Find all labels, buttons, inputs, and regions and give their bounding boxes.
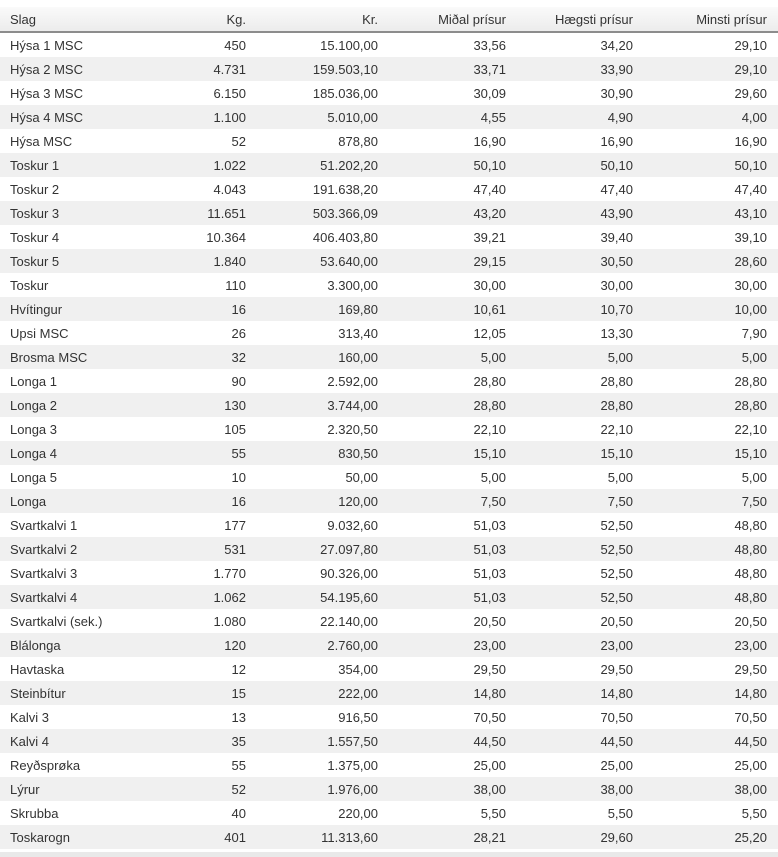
cell-midal-prisur: 25,00	[473, 757, 506, 773]
cell-midal-prisur: 33,71	[473, 61, 506, 77]
cell-slag: Svartkalvi 4	[10, 589, 78, 605]
cell-kr: 120,00	[338, 493, 378, 509]
cell-kg: 90	[231, 373, 246, 389]
cell-midal-prisur: 15,10	[473, 445, 506, 461]
table-row	[0, 441, 778, 465]
cell-haegsti-prisur: 13,30	[600, 325, 633, 341]
cell-kg: 1.840	[213, 253, 246, 269]
cell-minsti-prisur: 47,40	[734, 181, 767, 197]
cell-minsti-prisur: 16,90	[734, 133, 767, 149]
cell-slag: Toskur 1	[10, 157, 60, 173]
cell-midal-prisur: 7,50	[480, 493, 506, 509]
cell-slag: Kalvi 3	[10, 709, 50, 725]
cell-slag: Hýsa 2 MSC	[10, 61, 83, 77]
column-header-haegsti-prisur: Hægsti prísur	[517, 7, 644, 32]
cell-slag: Toskarogn	[10, 829, 70, 845]
cell-minsti-prisur: 5,00	[741, 349, 767, 365]
cell-midal-prisur: 10,61	[473, 301, 506, 317]
cell-kr: 878,80	[338, 133, 378, 149]
cell-kg: 10.364	[206, 229, 246, 245]
table-row	[0, 489, 778, 513]
cell-midal-prisur: 38,00	[473, 781, 506, 797]
cell-kg: 16	[231, 301, 246, 317]
cell-minsti-prisur: 29,10	[734, 37, 767, 53]
cell-slag: Longa	[10, 493, 47, 509]
cell-slag: Toskur 5	[10, 253, 60, 269]
cell-kr: 3.744,00	[327, 397, 378, 413]
cell-minsti-prisur: 29,10	[734, 61, 767, 77]
cell-slag: Hýsa MSC	[10, 133, 73, 149]
cell-kr: 2.320,50	[327, 421, 378, 437]
cell-slag: Svartkalvi 2	[10, 541, 78, 557]
cell-kg: 450	[224, 37, 246, 53]
cell-kr: 406.403,80	[312, 229, 378, 245]
cell-kg: 52	[231, 133, 246, 149]
cell-kr: 15.100,00	[320, 37, 378, 53]
table-row	[0, 225, 778, 249]
cell-kg: 55	[231, 757, 246, 773]
cell-minsti-prisur: 25,20	[734, 829, 767, 845]
cell-kg: 11.651	[207, 205, 246, 221]
cell-slag: Toskur 3	[10, 205, 60, 221]
cell-minsti-prisur: 43,10	[734, 205, 767, 221]
cell-slag: Longa 1	[10, 373, 57, 389]
cell-kg: 55	[231, 445, 246, 461]
cell-slag: Svartkalvi 1	[10, 517, 78, 533]
cell-slag: Hvítingur	[10, 301, 63, 317]
table-row	[0, 273, 778, 297]
cell-kr: 11.313,60	[321, 829, 378, 845]
table-row	[0, 105, 778, 129]
cell-minsti-prisur: 48,80	[734, 565, 767, 581]
cell-minsti-prisur: 48,80	[734, 541, 767, 557]
cell-slag: Toskur 4	[10, 229, 60, 245]
cell-slag: Hýsa 3 MSC	[10, 85, 83, 101]
cell-haegsti-prisur: 33,90	[600, 61, 633, 77]
cell-haegsti-prisur: 5,00	[607, 349, 633, 365]
cell-minsti-prisur: 10,00	[734, 301, 767, 317]
cell-kr: 22.140,00	[320, 613, 378, 629]
cell-midal-prisur: 43,20	[473, 205, 506, 221]
cell-minsti-prisur: 48,80	[734, 517, 767, 533]
cell-slag: Skrubba	[10, 805, 59, 821]
cell-minsti-prisur: 5,00	[741, 469, 767, 485]
cell-kg: 1.100	[213, 109, 246, 125]
cell-midal-prisur: 51,03	[473, 565, 506, 581]
cell-slag: Longa 4	[10, 445, 57, 461]
cell-kg: 52	[231, 781, 246, 797]
cell-haegsti-prisur: 29,50	[600, 661, 633, 677]
cell-kr: 50,00	[345, 469, 378, 485]
table-row	[0, 57, 778, 81]
table-row	[0, 609, 778, 633]
cell-haegsti-prisur: 34,20	[600, 37, 633, 53]
cell-kg: 120	[224, 637, 246, 653]
table-row	[0, 201, 778, 225]
cell-midal-prisur: 23,00	[473, 637, 506, 653]
cell-midal-prisur: 51,03	[473, 589, 506, 605]
cell-midal-prisur: 4,55	[480, 109, 506, 125]
column-header-midal-prisur: Miðal prísur	[389, 7, 517, 32]
cell-slag: Kalvi 4	[10, 733, 50, 749]
cell-haegsti-prisur: 52,50	[600, 589, 633, 605]
cell-haegsti-prisur: 52,50	[600, 565, 633, 581]
cell-kg: 130	[224, 397, 246, 413]
cell-kr: 160,00	[338, 349, 378, 365]
cell-slag: Brosma MSC	[10, 349, 88, 365]
cell-minsti-prisur: 44,50	[734, 733, 767, 749]
table-row	[0, 81, 778, 105]
cell-slag: Longa 3	[10, 421, 57, 437]
column-header-minsti-prisur: Minsti prísur	[644, 7, 778, 32]
cell-minsti-prisur: 39,10	[734, 229, 767, 245]
cell-minsti-prisur: 48,80	[734, 589, 767, 605]
cell-haegsti-prisur: 15,10	[600, 445, 633, 461]
cell-kg: 40	[231, 805, 246, 821]
cell-haegsti-prisur: 70,50	[600, 709, 633, 725]
cell-midal-prisur: 29,15	[473, 253, 506, 269]
cell-kr: 54.195,60	[320, 589, 378, 605]
cell-kr: 90.326,00	[320, 565, 378, 581]
cell-midal-prisur: 16,90	[473, 133, 506, 149]
cell-slag: Lýrur	[10, 781, 40, 797]
table-row	[0, 633, 778, 657]
cell-slag: Longa 5	[10, 469, 57, 485]
header-row	[0, 7, 778, 32]
cell-minsti-prisur: 15,10	[734, 445, 767, 461]
cell-minsti-prisur: 29,60	[734, 85, 767, 101]
cell-slag: Havtaska	[10, 661, 65, 677]
table-row	[0, 801, 778, 825]
cell-midal-prisur: 29,50	[473, 661, 506, 677]
cell-haegsti-prisur: 29,60	[600, 829, 633, 845]
cell-kr: 2.592,00	[327, 373, 378, 389]
cell-kg: 16	[231, 493, 246, 509]
cell-kg: 15	[231, 685, 246, 701]
cell-minsti-prisur: 30,00	[734, 277, 767, 293]
cell-minsti-prisur: 22,10	[734, 421, 767, 437]
table-row	[0, 369, 778, 393]
table-row	[0, 657, 778, 681]
cell-minsti-prisur: 28,80	[734, 373, 767, 389]
table-row	[0, 129, 778, 153]
table-row	[0, 681, 778, 705]
cell-minsti-prisur: 20,50	[734, 613, 767, 629]
table-row	[0, 249, 778, 273]
cell-kr: 5.010,00	[327, 109, 378, 125]
table-row	[0, 297, 778, 321]
cell-midal-prisur: 20,50	[473, 613, 506, 629]
cell-haegsti-prisur: 20,50	[600, 613, 633, 629]
table-row	[0, 32, 778, 57]
cell-midal-prisur: 51,03	[473, 517, 506, 533]
cell-midal-prisur: 5,50	[480, 805, 506, 821]
table-row	[0, 465, 778, 489]
table-row	[0, 153, 778, 177]
cell-haegsti-prisur: 14,80	[600, 685, 633, 701]
cell-minsti-prisur: 14,80	[734, 685, 767, 701]
cell-slag: Toskur 2	[10, 181, 60, 197]
cell-slag: Svartkalvi (sek.)	[10, 613, 103, 629]
cell-midal-prisur: 30,09	[473, 85, 506, 101]
next-section-partial-bar	[0, 852, 778, 857]
cell-kr: 9.032,60	[327, 517, 378, 533]
cell-minsti-prisur: 70,50	[734, 709, 767, 725]
table-row	[0, 417, 778, 441]
cell-kr: 169,80	[338, 301, 378, 317]
cell-haegsti-prisur: 5,00	[607, 469, 633, 485]
cell-slag: Steinbítur	[10, 685, 66, 701]
table-row	[0, 585, 778, 609]
table-row	[0, 777, 778, 801]
cell-minsti-prisur: 7,90	[741, 325, 767, 341]
cell-slag: Upsi MSC	[10, 325, 69, 341]
cell-minsti-prisur: 28,80	[734, 397, 767, 413]
table-row	[0, 537, 778, 561]
cell-haegsti-prisur: 30,00	[600, 277, 633, 293]
column-header-kr: Kr.	[257, 7, 389, 32]
cell-midal-prisur: 12,05	[473, 325, 506, 341]
cell-kr: 1.976,00	[327, 781, 378, 797]
cell-kg: 32	[231, 349, 246, 365]
cell-haegsti-prisur: 47,40	[600, 181, 633, 197]
cell-midal-prisur: 50,10	[473, 157, 506, 173]
table-row	[0, 825, 778, 849]
cell-minsti-prisur: 23,00	[734, 637, 767, 653]
table-row	[0, 753, 778, 777]
cell-kr: 51.202,20	[320, 157, 378, 173]
cell-kr: 191.638,20	[312, 181, 378, 197]
table-row	[0, 321, 778, 345]
cell-minsti-prisur: 4,00	[741, 109, 767, 125]
cell-kr: 830,50	[338, 445, 378, 461]
table-row	[0, 705, 778, 729]
column-header-kg: Kg.	[130, 7, 257, 32]
cell-slag: Hýsa 1 MSC	[10, 37, 83, 53]
cell-haegsti-prisur: 52,50	[600, 517, 633, 533]
cell-kg: 4.731	[213, 61, 246, 77]
table-row	[0, 729, 778, 753]
cell-minsti-prisur: 5,50	[741, 805, 767, 821]
cell-kr: 1.557,50	[327, 733, 378, 749]
cell-kr: 159.503,10	[312, 61, 378, 77]
cell-kg: 26	[231, 325, 246, 341]
cell-haegsti-prisur: 22,10	[600, 421, 633, 437]
table-row	[0, 393, 778, 417]
cell-kg: 1.022	[213, 157, 246, 173]
cell-midal-prisur: 28,21	[473, 829, 506, 845]
cell-kr: 222,00	[338, 685, 378, 701]
cell-haegsti-prisur: 39,40	[600, 229, 633, 245]
cell-slag: Reyðsprøka	[10, 757, 81, 773]
cell-minsti-prisur: 28,60	[734, 253, 767, 269]
cell-minsti-prisur: 50,10	[734, 157, 767, 173]
cell-kr: 503.366,09	[312, 205, 378, 221]
cell-kr: 220,00	[338, 805, 378, 821]
table-body	[0, 32, 778, 849]
cell-midal-prisur: 30,00	[473, 277, 506, 293]
cell-haegsti-prisur: 7,50	[607, 493, 633, 509]
cell-kr: 916,50	[338, 709, 378, 725]
column-header-slag: Slag	[0, 7, 130, 32]
cell-haegsti-prisur: 28,80	[600, 373, 633, 389]
cell-kr: 2.760,00	[327, 637, 378, 653]
cell-minsti-prisur: 38,00	[734, 781, 767, 797]
cell-kg: 177	[224, 517, 246, 533]
cell-midal-prisur: 22,10	[473, 421, 506, 437]
cell-haegsti-prisur: 30,90	[600, 85, 633, 101]
cell-kg: 12	[231, 661, 246, 677]
cell-haegsti-prisur: 5,50	[607, 805, 633, 821]
cell-haegsti-prisur: 25,00	[600, 757, 633, 773]
cell-kg: 531	[224, 541, 246, 557]
cell-slag: Svartkalvi 3	[10, 565, 78, 581]
cell-minsti-prisur: 25,00	[734, 757, 767, 773]
cell-haegsti-prisur: 30,50	[600, 253, 633, 269]
cell-kg: 1.770	[213, 565, 246, 581]
cell-haegsti-prisur: 28,80	[600, 397, 633, 413]
cell-kg: 13	[231, 709, 246, 725]
cell-slag: Longa 2	[10, 397, 57, 413]
cell-kg: 110	[225, 277, 246, 293]
table-row	[0, 561, 778, 585]
cell-kg: 1.062	[213, 589, 246, 605]
cell-midal-prisur: 14,80	[473, 685, 506, 701]
table-row	[0, 345, 778, 369]
cell-haegsti-prisur: 4,90	[607, 109, 633, 125]
cell-kr: 53.640,00	[320, 253, 378, 269]
cell-kg: 401	[224, 829, 246, 845]
cell-haegsti-prisur: 10,70	[600, 301, 633, 317]
cell-haegsti-prisur: 44,50	[600, 733, 633, 749]
cell-kg: 6.150	[213, 85, 246, 101]
cell-haegsti-prisur: 43,90	[600, 205, 633, 221]
cell-minsti-prisur: 29,50	[734, 661, 767, 677]
cell-midal-prisur: 28,80	[473, 373, 506, 389]
cell-midal-prisur: 33,56	[473, 37, 506, 53]
cell-minsti-prisur: 7,50	[741, 493, 767, 509]
cell-haegsti-prisur: 38,00	[600, 781, 633, 797]
cell-kg: 4.043	[213, 181, 246, 197]
cell-midal-prisur: 47,40	[473, 181, 506, 197]
cell-kr: 27.097,80	[320, 541, 378, 557]
cell-haegsti-prisur: 50,10	[600, 157, 633, 173]
cell-midal-prisur: 39,21	[473, 229, 506, 245]
cell-haegsti-prisur: 52,50	[600, 541, 633, 557]
cell-haegsti-prisur: 23,00	[600, 637, 633, 653]
cell-haegsti-prisur: 16,90	[600, 133, 633, 149]
fish-price-table	[0, 7, 778, 849]
cell-slag: Blálonga	[10, 637, 61, 653]
cell-slag: Hýsa 4 MSC	[10, 109, 83, 125]
cell-midal-prisur: 5,00	[480, 469, 506, 485]
cell-kg: 1.080	[213, 613, 246, 629]
table-row	[0, 513, 778, 537]
table-row	[0, 177, 778, 201]
cell-kr: 3.300,00	[327, 277, 378, 293]
cell-kr: 313,40	[338, 325, 378, 341]
cell-midal-prisur: 70,50	[473, 709, 506, 725]
cell-kg: 35	[231, 733, 246, 749]
cell-kg: 10	[231, 469, 246, 485]
cell-midal-prisur: 28,80	[473, 397, 506, 413]
cell-kr: 1.375,00	[327, 757, 378, 773]
cell-midal-prisur: 51,03	[473, 541, 506, 557]
cell-midal-prisur: 44,50	[473, 733, 506, 749]
cell-slag: Toskur	[10, 277, 49, 293]
cell-midal-prisur: 5,00	[480, 349, 506, 365]
cell-kg: 105	[224, 421, 246, 437]
cell-kr: 185.036,00	[312, 85, 378, 101]
cell-kr: 354,00	[338, 661, 378, 677]
